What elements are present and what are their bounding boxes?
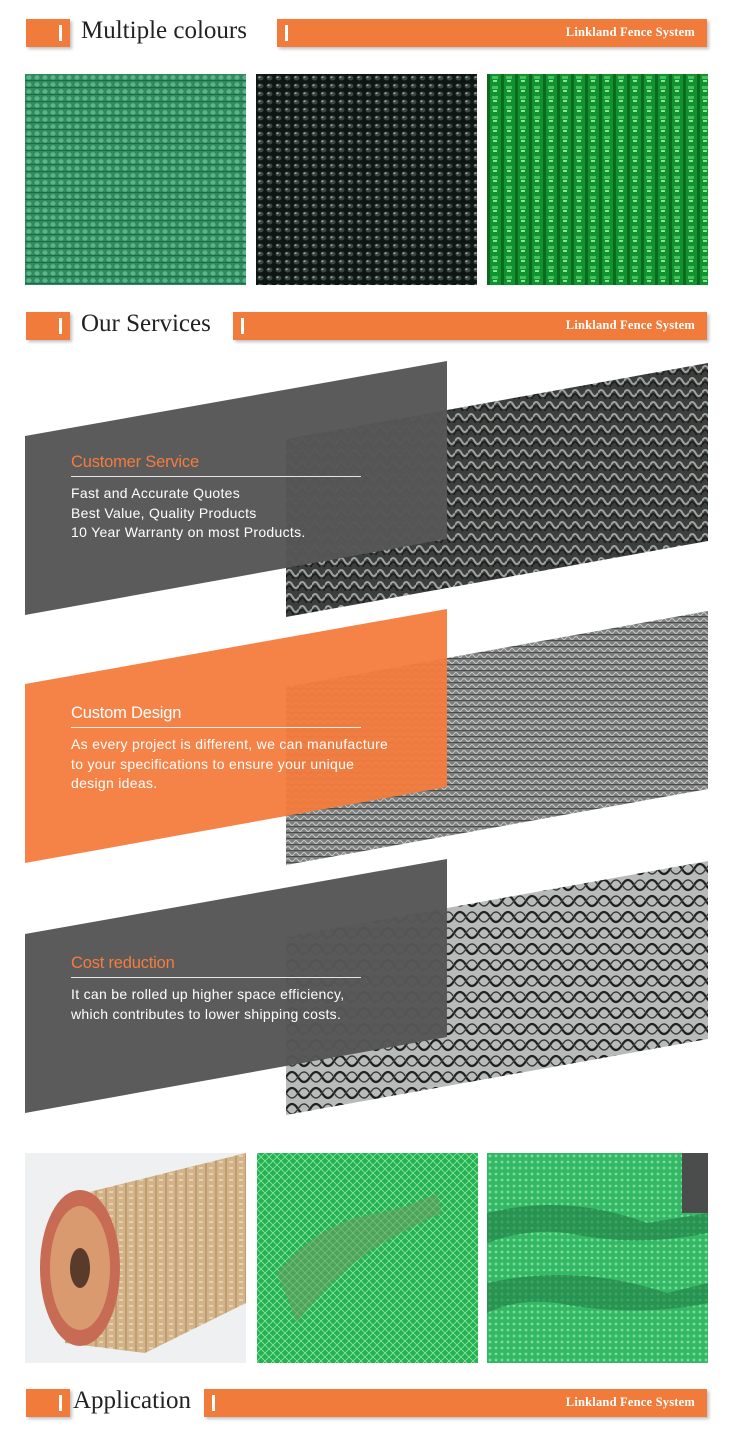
header-tab-notch bbox=[59, 1395, 62, 1411]
section-title: Application bbox=[73, 1387, 192, 1414]
bright-green-shade-net-photo bbox=[487, 74, 708, 285]
service-line: 10 Year Warranty on most Products. bbox=[71, 524, 306, 540]
service-divider bbox=[71, 476, 361, 477]
service-title: Customer Service bbox=[71, 453, 199, 471]
header-tab-left bbox=[26, 19, 70, 47]
service-line: Fast and Accurate Quotes bbox=[71, 485, 241, 501]
header-tab-left bbox=[26, 312, 70, 340]
service-title: Custom Design bbox=[71, 704, 182, 722]
service-description bbox=[71, 484, 431, 543]
light-green-shade-net-photo bbox=[25, 74, 246, 285]
header-bar bbox=[204, 1389, 707, 1417]
header-bar-notch bbox=[212, 1395, 215, 1411]
service-line: As every project is different, we can manufacture bbox=[71, 736, 389, 752]
folded-green-net-photo bbox=[487, 1153, 708, 1363]
service-line: It can be rolled up higher space efficiency, bbox=[71, 986, 345, 1002]
header-tab-notch bbox=[59, 318, 62, 334]
section-title: Our Services bbox=[81, 310, 211, 337]
brand-label: Linkland Fence System bbox=[565, 318, 695, 332]
header-bar bbox=[233, 312, 707, 340]
section-title: Multiple colours bbox=[81, 17, 247, 44]
service-title: Cost reduction bbox=[71, 954, 175, 972]
brand-label: Linkland Fence System bbox=[565, 1395, 695, 1409]
header-tab-left bbox=[26, 1389, 70, 1417]
service-divider bbox=[71, 727, 361, 728]
brand-label: Linkland Fence System bbox=[565, 25, 695, 39]
service-divider bbox=[71, 977, 361, 978]
black-shade-net-photo bbox=[256, 74, 477, 285]
service-line: Best Value, Quality Products bbox=[71, 504, 257, 521]
header-bar bbox=[277, 19, 707, 47]
beige-net-roll-photo bbox=[25, 1153, 246, 1363]
service-description bbox=[71, 735, 431, 794]
header-bar-notch bbox=[285, 25, 288, 41]
green-net-hand-photo bbox=[257, 1153, 478, 1363]
service-line: which contributes to lower shipping costs. bbox=[71, 1005, 342, 1022]
header-tab-notch bbox=[59, 25, 62, 41]
header-bar-notch bbox=[241, 318, 244, 334]
service-line: to your specifications to ensure your unique bbox=[71, 755, 355, 772]
service-description bbox=[71, 985, 431, 1024]
service-line: design ideas. bbox=[71, 775, 158, 791]
